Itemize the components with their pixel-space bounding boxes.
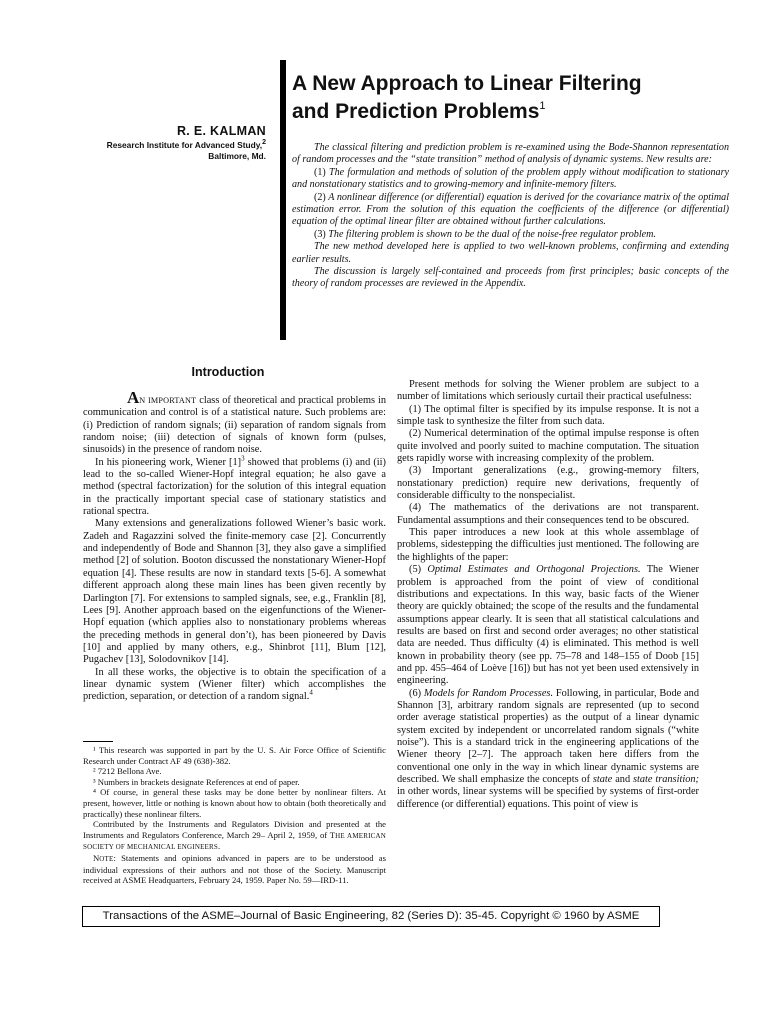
author-name: R. E. KALMAN bbox=[176, 124, 266, 138]
body-paragraph: Many extensions and generalizations followed Wiener’s basic work. Zadeh and Ragazzini solved the finite-memory case [2]. Concurrently and independently of Bode and Shannon [3], they also gave a simplified method [2] of solution. Booton discussed the nonstationary Wiener-Hopf equation [4]. These results are now in standard texts [5-6]. A somewhat different approach along these main lines has been given recently by Darlington [7]. For extensions to sampled signals, see, e.g., Franklin [8], Lees [9]. Another approach based on the eigenfunctions of the Wiener-Hopf equation (which applies also to nonstationary problems whereas the preceding methods in general don’t), has been pioneered by Davis [10] and applied by many others, e.g., Shinbrot [11], Blum [12], Pugachev [13], Solodovnikov [14]. bbox=[83, 518, 386, 666]
footnotes bbox=[83, 745, 386, 886]
body-paragraph bbox=[83, 388, 386, 457]
note-label: OTE bbox=[99, 854, 114, 863]
author-affiliation bbox=[60, 140, 266, 162]
left-column bbox=[83, 388, 386, 704]
body-paragraph bbox=[397, 688, 699, 811]
paragraph-text: In all these works, the objective is to obtain the specification of a linear dynamic system (Wiener filter) which accomplishes the prediction, separation, or detection of a random signal. bbox=[83, 666, 386, 703]
footnote bbox=[83, 853, 386, 886]
item-title: Optimal Estimates and Orthogonal Projections. bbox=[427, 564, 641, 576]
abstract-paragraph: The classical filtering and prediction problem is re-examined using the Bode-Shannon representation of random processes and the “state transition” method of analysis of dynamic systems. New results are: bbox=[292, 142, 729, 166]
title-line2: and Prediction Problems bbox=[292, 100, 540, 123]
paragraph-text: class of theoretical and practical problems in communication and control is of a statistical nature. Such problems are: (i) Prediction of random signals; (ii) separation of random signals from random noise; (iii) detection of signals of known form (pulses, sinusoids) in the presence of random noise. bbox=[83, 395, 386, 456]
footnote: ² 7212 Bellona Ave. bbox=[93, 766, 162, 777]
result-text: The formulation and methods of solution of the problem apply without modification to stationary and nonstationary statistics and to growing-memory and infinite-memory filters. bbox=[292, 166, 729, 191]
affiliation-footnote-mark: 2 bbox=[262, 139, 266, 147]
abstract-paragraph: The new method developed here is applied to two well-known problems, confirming and extending earlier results. bbox=[292, 241, 729, 265]
result-text: The filtering problem is shown to be the dual of the noise-free regulator problem. bbox=[325, 228, 656, 240]
result-number: (3) bbox=[314, 228, 326, 240]
footnote-mark: 4 bbox=[309, 688, 313, 697]
abstract-paragraph bbox=[292, 229, 729, 241]
footnote: ⁴ Of course, in general these tasks may be done better by nonlinear filters. At present, however, little or nothing is known about how to obtain (both theoretically and practically) these nonlinear filters. bbox=[83, 787, 386, 819]
item-number: (5) bbox=[409, 564, 428, 576]
footnote-mark: 3 bbox=[241, 454, 245, 463]
body-paragraph bbox=[83, 454, 386, 519]
footnote-text: : Statements and opinions advanced in papers are to be understood as individual expressions of their authors and not those of the Society. Manuscript received at ASME Headquarters, February 24, 1959. Paper No. 59—IRD-11. bbox=[83, 852, 386, 886]
body-paragraph: (4) The mathematics of the derivations are not transparent. Fundamental assumptions and their consequences tend to be obscured. bbox=[397, 502, 699, 526]
abstract-paragraph bbox=[292, 167, 729, 192]
abstract bbox=[292, 142, 729, 291]
result-text: A nonlinear difference (or differential) equation is derived for the covariance matrix of the optimal estimation error. From the solution of this equation the coefficients of the difference (or differential) equation of the optimal linear filter are obtained without further calculations. bbox=[292, 191, 729, 228]
result-number: (1) bbox=[314, 166, 326, 178]
body-paragraph: (1) The optimal filter is specified by its impulse response. It is not a simple task to synthesize the filter from such data. bbox=[397, 403, 699, 428]
body-paragraph: This paper introduces a new look at this whole assemblage of problems, sidestepping the difficulties just mentioned. The following are the highlights of the paper: bbox=[397, 527, 699, 563]
footnote-text: N bbox=[93, 852, 100, 863]
item-number: (6) bbox=[409, 687, 424, 699]
paragraph-text: and bbox=[612, 774, 633, 785]
right-column bbox=[397, 379, 699, 811]
item-title: Models for Random Processes. bbox=[423, 687, 554, 699]
paragraph-text: showed that problems (i) and (ii) lead to the so-called Wiener-Hopf integral equation; he also gave a method (spectral factorization) for the solution of this integral equation in the practically important special case of stationary statistics and rational spectra. bbox=[83, 456, 386, 518]
body-paragraph: (2) Numerical determination of the optimal impulse response is often quite involved and poorly suited to machine computation. The situation gets rapidly worse with increasing complexity of the problem. bbox=[397, 428, 699, 465]
smallcaps-lead: N IMPORTANT bbox=[139, 396, 197, 405]
drop-cap: A bbox=[127, 388, 140, 407]
abstract-paragraph bbox=[292, 192, 729, 229]
affiliation-line2: Baltimore, Md. bbox=[208, 151, 266, 161]
abstract-paragraph: The discussion is largely self-contained and proceeds from first principles; basic concepts of the theory of random processes are reviewed in the Appendix. bbox=[292, 266, 729, 290]
paragraph-text: in other words, linear systems will be specified by systems of first-order difference (or differential) equations. This point of view is bbox=[397, 786, 699, 810]
title-footnote-mark: 1 bbox=[539, 100, 546, 112]
paragraph-text: In his pioneering work, Wiener [1] bbox=[95, 456, 242, 468]
paper-title bbox=[292, 70, 722, 126]
section-heading-introduction: Introduction bbox=[191, 365, 265, 379]
title-line1: A New Approach to Linear Filtering bbox=[292, 72, 642, 95]
body-paragraph bbox=[397, 564, 699, 687]
body-paragraph bbox=[83, 667, 386, 704]
footnote-text: Contributed by the Instruments and Regulators Division and presented at the Instruments and Regulators Conference, March 29– April 2, 1959, of T bbox=[83, 819, 386, 840]
journal-citation: Transactions of the ASME–Journal of Basic Engineering, 82 (Series D): 35-45. Copyright © 1960 by ASME bbox=[82, 906, 660, 927]
footnote: ³ Numbers in brackets designate References at end of paper. bbox=[93, 776, 300, 787]
footnote-separator bbox=[83, 741, 113, 742]
body-paragraph: (3) Important generalizations (e.g., growing-memory filters, nonstationary prediction) require new derivations, frequently of considerable difficulty to the nonspecialist. bbox=[397, 465, 699, 502]
result-number: (2) bbox=[314, 191, 326, 203]
emphasis: state bbox=[592, 774, 613, 785]
footnote bbox=[83, 819, 386, 853]
body-paragraph: Present methods for solving the Wiener problem are subject to a number of limitations which seriously curtail their practical usefulness: bbox=[397, 379, 699, 403]
title-vertical-rule bbox=[280, 60, 286, 340]
paragraph-text: Following, in particular, Bode and Shannon [3], arbitrary random signals are represented (up to second order average statistical properties) as the output of a linear dynamic system excited by independent or uncorrelated random signals (“white noise”). This is a standard trick in the engineering applications of the Wiener theory [2–7]. The approach taken here differs from the conventional one only in the way in which linear dynamic systems are described. We shall emphasize the concepts of bbox=[397, 687, 699, 785]
affiliation-line1: Research Institute for Advanced Study, bbox=[106, 140, 263, 150]
footnote: ¹ This research was supported in part by the U. S. Air Force Office of Scientific Research under Contract AF 49 (638)-382. bbox=[83, 745, 386, 766]
emphasis: state transition; bbox=[632, 774, 699, 785]
paragraph-text: The Wiener problem is approached from the point of view of conditional distributions and expectations. In this way, basic facts of the Wiener theory are quickly obtained; the scope of the results and the fundamental assumptions appear clearly. It is seen that all statistical calculations and results are based on first and second order averages; no other statistical data are needed. Thus difficulty (4) is eliminated. This method is well known in probability theory (see pp. 75–78 and 148–155 of Doob [15] and pp. 455–464 of Loève [16]) but has not yet been used extensively in engineering. bbox=[397, 564, 699, 687]
society-name: HE AMERICAN SOCIETY OF MECHANICAL ENGINEERS bbox=[83, 831, 386, 852]
footnote-text: . bbox=[218, 841, 221, 852]
